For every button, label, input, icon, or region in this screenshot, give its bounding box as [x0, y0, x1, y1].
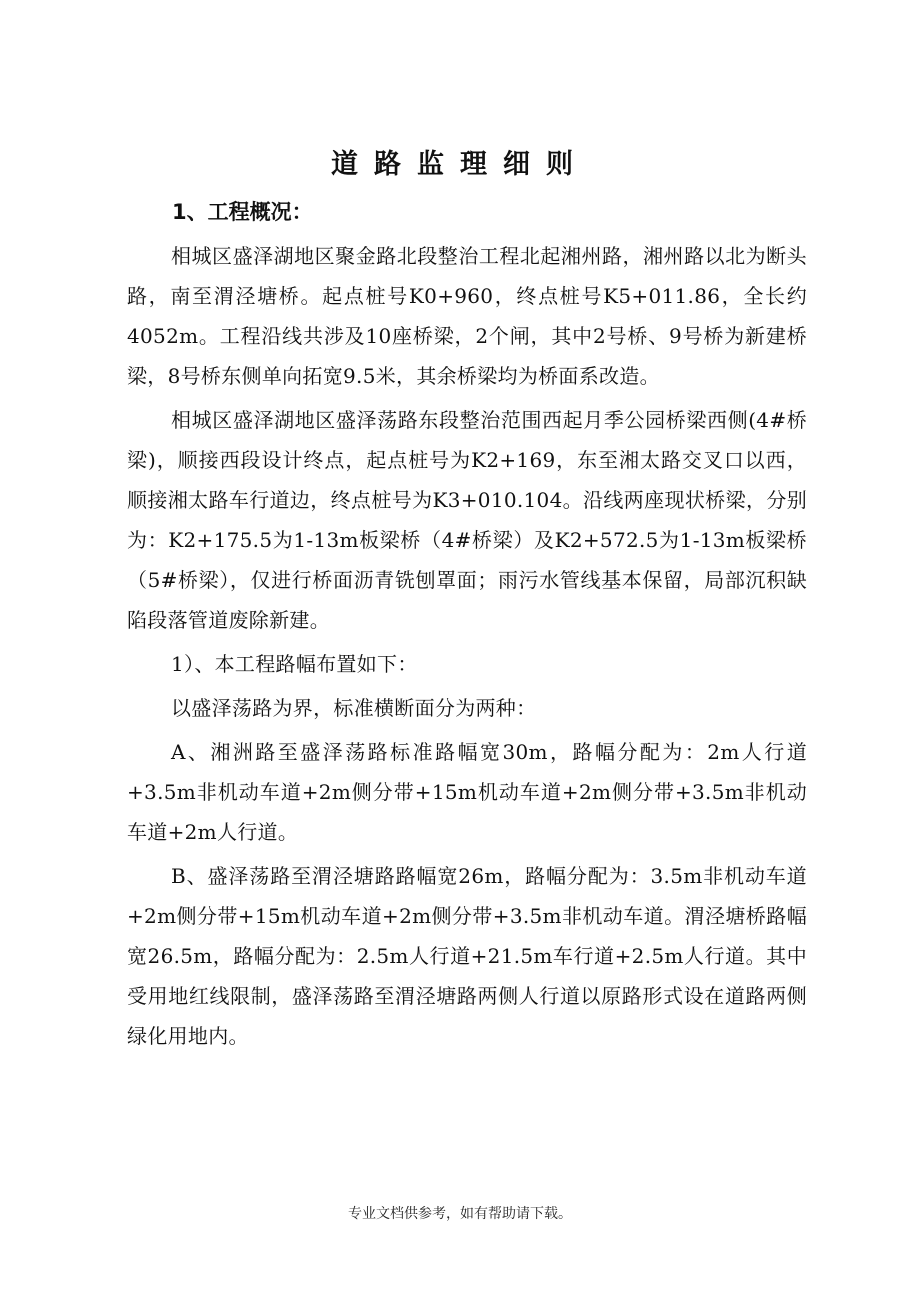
section-heading: 1、工程概况：: [172, 200, 313, 224]
paragraph: 1）、本工程路幅布置如下：: [171, 652, 418, 676]
document-title: 道路监理细则: [331, 149, 589, 180]
document-body: [127, 236, 807, 1056]
paragraph: 相城区盛泽湖地区聚金路北段整治工程北起湘州路，湘州路以北为断头路，南至渭泾塘桥。起点桩号K0+960，终点桩号K5+011.86，全长约4052m。工程沿线共涉及10座桥梁，2个闸，其中2号桥、9号桥为新建桥梁，8号桥东侧单向拓宽9.5米，其余桥梁均为桥面系改造。: [127, 244, 807, 388]
page-footer: 专业文档供参考，如有帮助请下载。: [348, 1206, 572, 1222]
paragraph: 以盛泽荡路为界，标准横断面分为两种：: [171, 696, 537, 720]
paragraph: B、盛泽荡路至渭泾塘路路幅宽26m，路幅分配为：3.5m非机动车道+2m侧分带+15m机动车道+2m侧分带+3.5m非机动车道。渭泾塘桥路幅宽26.5m，路幅分配为：2.5m人行道+21.5m车行道+2.5m人行道。其中受用地红线限制，盛泽荡路至渭泾塘路两侧人行道以原路形式设在道路两侧绿化用地内。: [127, 864, 807, 1048]
paragraph: 相城区盛泽湖地区盛泽荡路东段整治范围西起月季公园桥梁西侧(4#桥梁)，顺接西段设计终点，起点桩号为K2+169，东至湘太路交叉口以西，顺接湘太路车行道边，终点桩号为K3+010.104。沿线两座现状桥梁，分别为：K2+175.5为1-13m板梁桥（4#桥梁）及K2+572.5为1-13m板梁桥（5#桥梁），仅进行桥面沥青铣刨罩面；雨污水管线基本保留，局部沉积缺陷段落管道废除新建。: [127, 408, 807, 632]
paragraph: A、湘洲路至盛泽荡路标准路幅宽30m，路幅分配为：2m人行道+3.5m非机动车道+2m侧分带+15m机动车道+2m侧分带+3.5m非机动车道+2m人行道。: [127, 740, 807, 844]
